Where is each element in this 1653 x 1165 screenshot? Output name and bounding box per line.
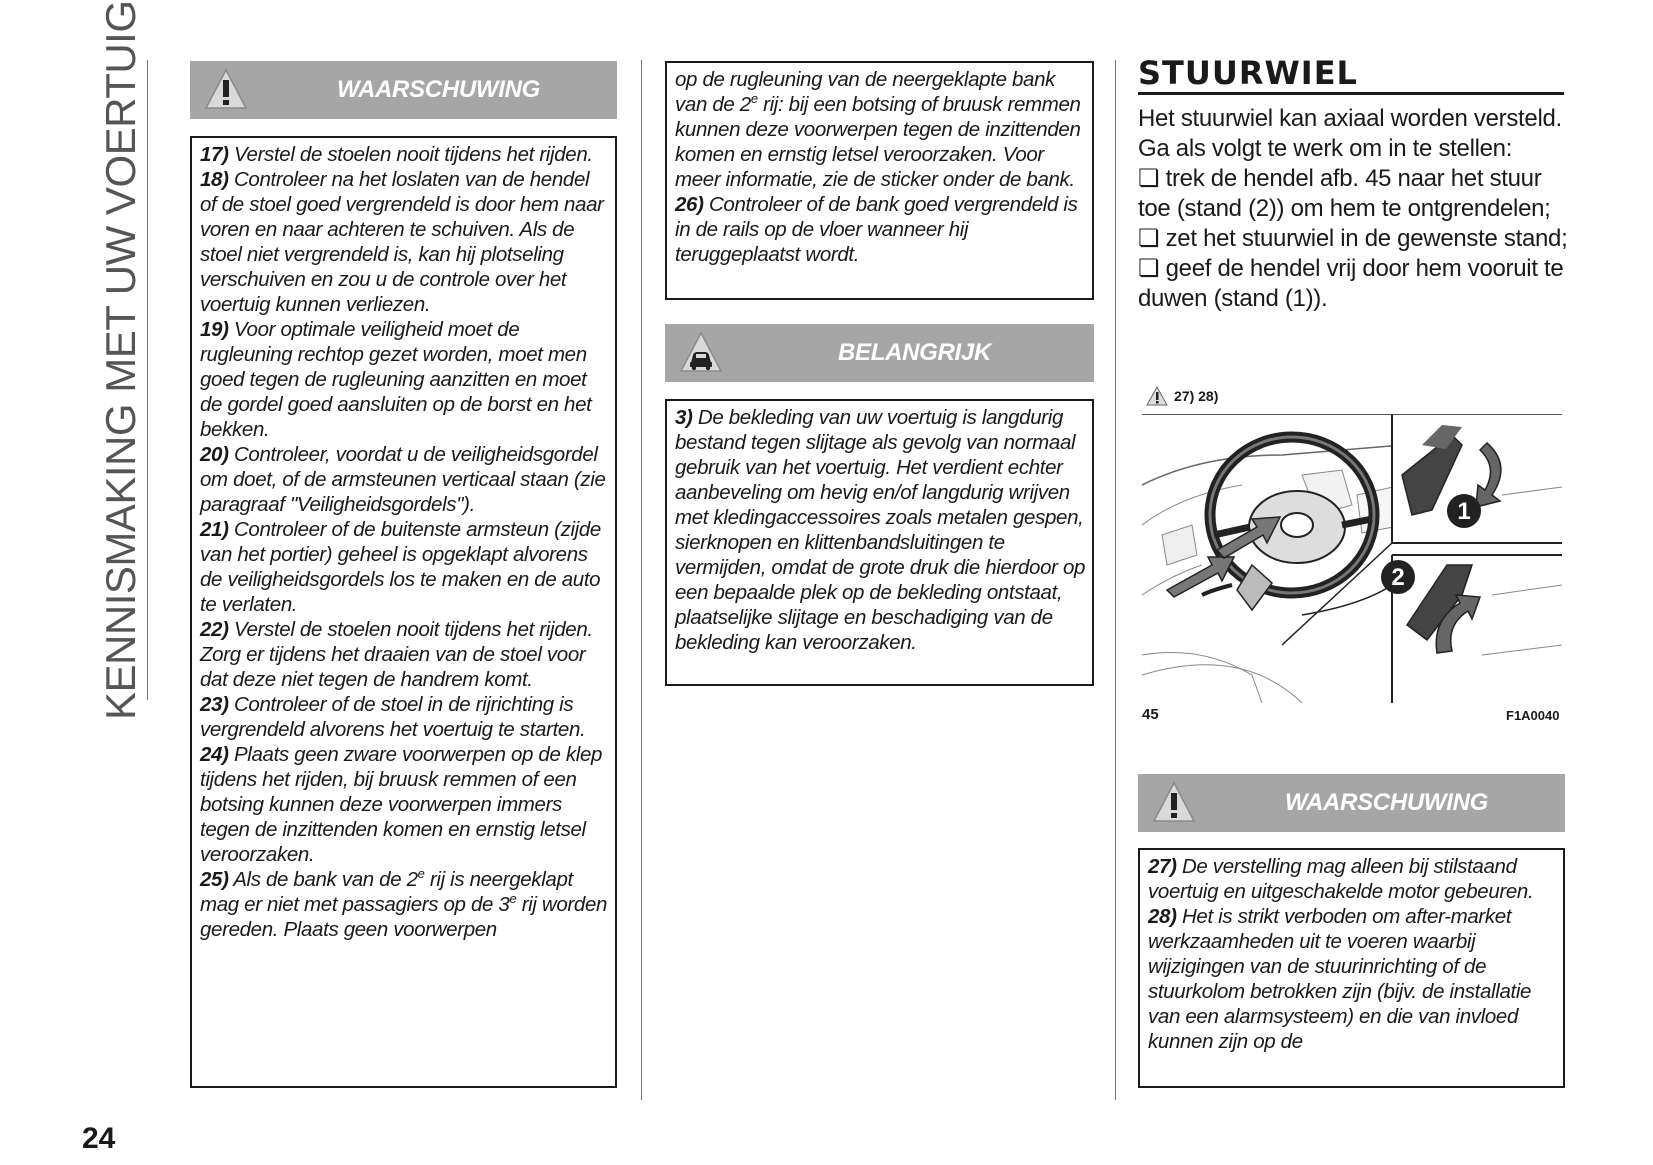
step-item: ❏ trek de hendel afb. 45 naar het stuur toe (stand (2)) om hem te ontgrendelen; xyxy=(1138,165,1551,222)
warning-box-1 xyxy=(190,136,617,1088)
side-divider xyxy=(147,60,148,700)
warning-references: 27) 28) xyxy=(1146,386,1218,408)
step-item: ❏ zet het stuurwiel in de gewenste stand; xyxy=(1138,225,1568,252)
warning-triangle-icon xyxy=(1152,780,1196,824)
steering-wheel-figure xyxy=(1142,414,1562,703)
warning-title: WAARSCHUWING xyxy=(1284,789,1489,816)
column-divider-1 xyxy=(641,60,642,1100)
important-title: BELANGRIJK xyxy=(837,339,991,366)
checkbox-bullet-icon: ❏ xyxy=(1138,165,1160,192)
warning-triangle-icon xyxy=(204,67,248,111)
warning-title: WAARSCHUWING xyxy=(336,76,541,103)
instruction-text: Ga als volgt te werk om in te stellen: xyxy=(1138,135,1513,162)
warning-continuation-box xyxy=(665,61,1094,300)
step-item: ❏ geef de hendel vrij door hem vooruit te duwen (stand (1)). xyxy=(1138,255,1564,312)
figure-code: F1A0040 xyxy=(1506,708,1560,723)
column-divider-2 xyxy=(1115,60,1116,1100)
intro-text: Het stuurwiel kan axiaal worden versteld. xyxy=(1138,105,1562,132)
section-body xyxy=(1138,104,1570,314)
important-item: 3) De bekleding van uw voertuig is langdurig bestand tegen slijtage als gevolg van normaal gebruik van het voertuig. Het verdient echter aanbeveling om hevig en/of langdurig wrijven met kledingaccessoires zoals metalen gespen, sierknopen en klittenbandsluitingen te vermijden, omdat de grote druk die hierdoor op een bepaalde plek op de bekleding ontstaat, plaatselijke slijtage en beschadiging van de bekleding kan veroorzaken. xyxy=(675,406,1086,654)
important-box xyxy=(665,399,1094,686)
warning-triangle-icon xyxy=(1146,386,1168,406)
figure-label-2: 2 xyxy=(1391,564,1405,591)
warning-item: 21) Controleer of de buitenste armsteun (zijde van het portier) geheel is opgeklapt alvorens de veiligheidsgordels los te maken en de auto te verlaten. xyxy=(200,518,601,616)
figure-label-1: 1 xyxy=(1457,498,1471,525)
page-number: 24 xyxy=(82,1122,116,1155)
warning-band-2 xyxy=(1138,774,1565,832)
warning-item: 18) Controleer na het loslaten van de hendel of de stoel goed vergrendeld is door hem naar voren en naar achteren te schuiven. Als de stoel niet vergrendeld is, kan hij plotseling verschuiven en zou u de controle over het voertuig kunnen verliezen. xyxy=(200,168,604,316)
warning-item: 17) Verstel de stoelen nooit tijdens het rijden. xyxy=(200,143,593,166)
side-section-title-text: KENNISMAKING MET UW VOERTUIG xyxy=(97,0,144,720)
checkbox-bullet-icon: ❏ xyxy=(1138,255,1160,282)
car-warning-icon xyxy=(679,330,723,374)
side-section-title xyxy=(97,0,144,720)
warning-item: 20) Controleer, voordat u de veiligheidsgordel om doet, of de armsteunen verticaal staan (zie paragraaf "Veiligheidsgordels"). xyxy=(200,443,606,516)
warning-item: 24) Plaats geen zware voorwerpen op de klep tijdens het rijden, bij bruusk remmen of een botsing kunnen deze voorwerpen immers tegen de inzittenden komen en ernstig letsel veroorzaken. xyxy=(200,743,603,866)
warning-band-1 xyxy=(190,61,617,119)
important-band xyxy=(665,324,1094,382)
section-title: STUURWIEL xyxy=(1138,54,1358,92)
warning-item: 19) Voor optimale veiligheid moet de rugleuning rechtop gezet worden, moet men goed tegen de rugleuning aanzitten en moet de gordel goed aansluiten op de borst en het bekken. xyxy=(200,318,592,441)
warning-item: 23) Controleer of de stoel in de rijrichting is vergrendeld alvorens het voertuig te starten. xyxy=(200,693,586,741)
section-title-rule xyxy=(1138,92,1564,95)
figure-number: 45 xyxy=(1142,706,1159,723)
warning-box-2 xyxy=(1138,848,1565,1088)
warning-item: 22) Verstel de stoelen nooit tijdens het rijden. Zorg er tijdens het draaien van de stoel voor dat deze niet tegen de handrem komt. xyxy=(200,618,593,691)
checkbox-bullet-icon: ❏ xyxy=(1138,225,1160,252)
warning-item: 28) Het is strikt verboden om after-market werkzaamheden uit te voeren waarbij wijzigingen van de stuurinrichting of de stuurkolom betrokken zijn (bijv. de installatie van een alarmsysteem) en die van invloed kunnen zijn op de xyxy=(1148,905,1532,1053)
warning-item: 25) Als de bank van de 2e rij is neergeklapt mag er niet met passagiers op de 3e rij worden gereden. Plaats geen voorwerpen xyxy=(200,866,608,941)
warning-item: 26) Controleer of de bank goed vergrendeld is in de rails op de vloer wanneer hij teruggeplaatst wordt. xyxy=(675,193,1078,266)
warning-continued-text: op de rugleuning van de neergeklapte bank van de 2e rij: bij een botsing of bruusk remmen kunnen deze voorwerpen tegen de inzittenden komen en ernstig letsel veroorzaken. Voor meer informatie, zie de sticker onder de bank. xyxy=(675,68,1081,191)
warning-item: 27) De verstelling mag alleen bij stilstaand voertuig en uitgeschakelde motor gebeuren. xyxy=(1148,855,1534,903)
steering-wheel-illustration xyxy=(1142,415,1562,703)
